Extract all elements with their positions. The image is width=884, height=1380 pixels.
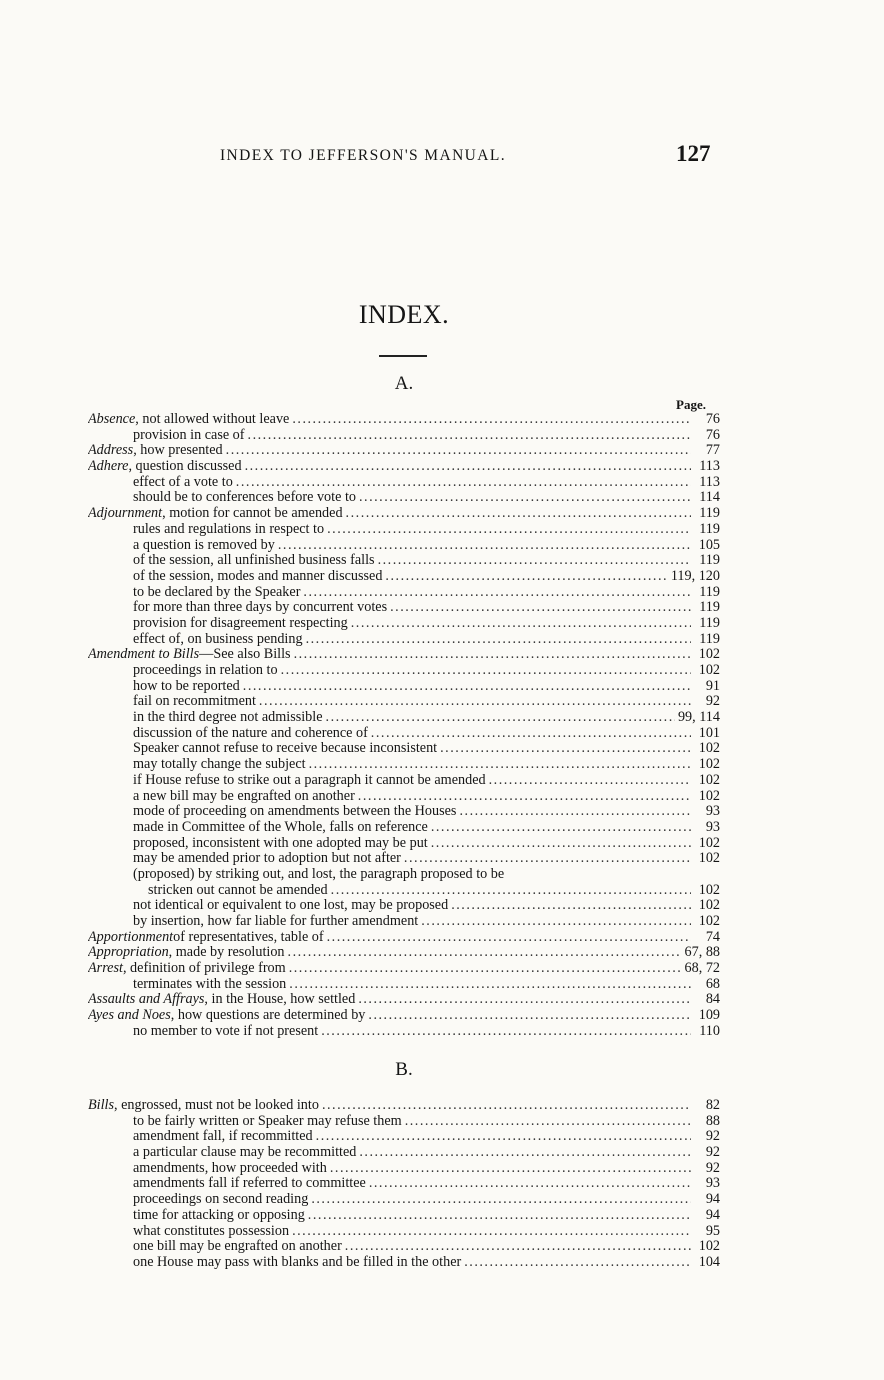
entry-page: 93 xyxy=(705,1176,720,1192)
dot-leader xyxy=(294,647,691,663)
entry-text: mode of proceeding on amendments between the Houses xyxy=(133,804,457,820)
section-letter-b: B. xyxy=(395,1059,413,1080)
index-entry xyxy=(88,522,720,538)
index-entry xyxy=(88,1008,720,1024)
entry-text: in the third degree not admissible xyxy=(133,710,323,726)
index-entry xyxy=(88,820,720,836)
entry-term: Assaults and Affrays xyxy=(88,992,205,1008)
index-entry xyxy=(88,1208,720,1224)
index-entry xyxy=(88,914,720,930)
dot-leader xyxy=(369,1176,691,1192)
index-entry xyxy=(88,851,720,867)
entry-text: if House refuse to strike out a paragraph it cannot be amended xyxy=(133,772,486,788)
entry-text: should be to conferences before vote to xyxy=(133,490,356,506)
entry-text: to be declared by the Speaker xyxy=(133,584,301,600)
dot-leader xyxy=(327,522,691,538)
dot-leader xyxy=(385,569,667,585)
entry-text: proceedings on second reading xyxy=(133,1192,309,1208)
dot-leader xyxy=(321,1024,691,1040)
dot-leader xyxy=(489,773,691,789)
entry-term: Amendment to Bills xyxy=(88,647,200,663)
entry-page: 93 xyxy=(705,819,720,835)
dot-leader xyxy=(421,914,691,930)
entry-page: 102 xyxy=(698,898,720,914)
entry-text: a question is removed by xyxy=(133,537,275,553)
dot-leader xyxy=(303,585,691,601)
dot-leader xyxy=(278,538,691,554)
index-entry xyxy=(88,679,720,695)
entry-text: proposed, inconsistent with one adopted may be put xyxy=(133,835,428,851)
entry-page: 102 xyxy=(698,663,720,678)
entry-term: Absence xyxy=(88,412,136,427)
entry-page: 104 xyxy=(698,1254,720,1270)
dot-leader xyxy=(289,977,691,993)
entry-page: 67, 88 xyxy=(684,945,720,961)
entry-page: 68, 72 xyxy=(684,961,720,977)
entry-text: not identical or equivalent to one lost, may be proposed xyxy=(133,898,449,914)
dot-leader xyxy=(345,1239,691,1255)
entry-text: amendments, how proceeded with xyxy=(133,1160,327,1176)
index-entry xyxy=(88,710,720,726)
index-entry xyxy=(88,490,720,506)
dot-leader xyxy=(292,412,691,428)
index-entry xyxy=(88,1129,720,1145)
index-entry xyxy=(88,538,720,554)
entry-text: , not allowed without leave xyxy=(135,412,290,427)
dot-leader xyxy=(371,726,691,742)
dot-leader xyxy=(359,490,691,506)
entry-text: , how presented xyxy=(133,443,223,459)
entry-page: 92 xyxy=(705,1160,720,1176)
entry-term: Adjournment xyxy=(88,506,163,522)
entry-page: 102 xyxy=(698,772,720,788)
index-entry xyxy=(88,726,720,742)
index-entry xyxy=(88,663,720,679)
entry-text: —See also Bills xyxy=(199,647,291,663)
entry-page: 102 xyxy=(698,914,720,929)
entry-page: 102 xyxy=(698,788,720,804)
dot-leader xyxy=(281,663,691,679)
entry-term: Apportionment xyxy=(88,929,174,945)
entry-text: , how questions are determined by xyxy=(170,1008,366,1024)
entry-text: made in Committee of the Whole, falls on reference xyxy=(133,819,428,835)
dot-leader xyxy=(359,1145,691,1161)
index-entry xyxy=(88,569,720,585)
dot-leader xyxy=(459,804,691,820)
entry-text: provision in case of xyxy=(133,427,245,443)
entry-page: 88 xyxy=(705,1113,720,1129)
entry-text: stricken out cannot be amended xyxy=(148,882,328,898)
entry-text: may totally change the subject xyxy=(133,757,306,773)
index-title: INDEX. xyxy=(358,300,450,329)
dot-leader xyxy=(405,1114,691,1130)
entry-text: amendment fall, if recommitted xyxy=(133,1129,313,1145)
dot-leader xyxy=(245,459,691,475)
dot-leader xyxy=(289,961,682,977)
entry-text: one bill may be engrafted on another xyxy=(133,1239,342,1255)
page-number: 127 xyxy=(676,141,711,166)
entry-text: , engrossed, must not be looked into xyxy=(114,1098,319,1113)
dot-leader xyxy=(464,1255,691,1271)
entry-text: time for attacking or opposing xyxy=(133,1207,305,1223)
index-entry xyxy=(88,475,720,491)
index-entry xyxy=(88,836,720,852)
index-entry xyxy=(88,1145,720,1161)
entry-text: proceedings in relation to xyxy=(133,663,278,678)
entry-text: provision for disagreement respecting xyxy=(133,615,348,631)
section-letter-a: A. xyxy=(394,373,414,394)
index-entry xyxy=(88,694,720,710)
index-entry xyxy=(88,647,720,663)
dot-leader xyxy=(306,632,691,648)
entry-text: amendments fall if referred to committee xyxy=(133,1176,366,1192)
dot-leader xyxy=(451,898,691,914)
entry-page: 92 xyxy=(705,1145,720,1161)
index-entry xyxy=(88,945,720,961)
index-entry xyxy=(88,600,720,616)
entry-text: fail on recommitment xyxy=(133,694,256,710)
entry-page: 119 xyxy=(699,584,720,600)
dot-leader xyxy=(243,679,691,695)
entry-page: 92 xyxy=(705,694,720,710)
index-entry xyxy=(88,789,720,805)
entry-page: 119 xyxy=(699,631,720,647)
index-entry xyxy=(88,616,720,632)
entry-text: may be amended prior to adoption but not after xyxy=(133,851,401,867)
entry-text: , motion for cannot be amended xyxy=(162,506,343,522)
dot-leader xyxy=(331,883,691,899)
entry-page: 102 xyxy=(698,851,720,867)
dot-leader xyxy=(236,475,691,491)
entry-page: 99, 114 xyxy=(677,710,720,726)
dot-leader xyxy=(327,930,691,946)
dot-leader xyxy=(346,506,691,522)
index-entry xyxy=(88,961,720,977)
entry-text: one House may pass with blanks and be filled in the other xyxy=(133,1254,462,1270)
entry-text: rules and regulations in respect to xyxy=(133,521,325,537)
dot-leader xyxy=(322,1098,691,1114)
entry-page: 91 xyxy=(705,678,720,694)
dot-leader xyxy=(326,710,675,726)
dot-leader xyxy=(316,1129,691,1145)
entry-term: Appropriation xyxy=(88,945,169,961)
entry-text: for more than three days by concurrent votes xyxy=(133,600,388,616)
dot-leader xyxy=(288,945,682,961)
index-entry xyxy=(88,1024,720,1040)
entry-text: terminates with the session xyxy=(133,976,287,992)
entry-page: 93 xyxy=(705,804,720,820)
entry-page: 82 xyxy=(705,1098,720,1113)
entry-text: (proposed) by striking out, and lost, the paragraph proposed to be xyxy=(133,866,505,882)
index-entry xyxy=(88,1224,720,1240)
dot-leader xyxy=(248,428,691,444)
dot-leader xyxy=(368,1008,691,1024)
entry-page: 76 xyxy=(705,427,720,443)
entry-page: 102 xyxy=(698,741,720,757)
dot-leader xyxy=(431,836,691,852)
index-entry xyxy=(88,1239,720,1255)
index-entry xyxy=(88,867,720,883)
entry-text: of the session, all unfinished business falls xyxy=(133,553,375,569)
entry-page: 68 xyxy=(705,976,720,992)
entry-page: 77 xyxy=(705,443,720,459)
index-entry xyxy=(88,1098,720,1114)
index-entry xyxy=(88,804,720,820)
entry-page: 119 xyxy=(699,521,720,537)
entry-term: Arrest xyxy=(88,961,123,977)
entry-text: , question discussed xyxy=(128,459,242,475)
entry-text: Speaker cannot refuse to receive because inconsistent xyxy=(133,741,438,757)
entry-page: 94 xyxy=(705,1192,720,1208)
entry-page: 119 xyxy=(699,615,720,631)
index-entry xyxy=(88,1176,720,1192)
entry-page: 113 xyxy=(699,459,720,475)
dot-leader xyxy=(358,789,691,805)
entry-text: no member to vote if not present xyxy=(133,1023,319,1039)
index-entry xyxy=(88,1255,720,1271)
index-entry xyxy=(88,506,720,522)
entry-text: , in the House, how settled xyxy=(204,992,356,1008)
entry-text: to be fairly written or Speaker may refuse them xyxy=(133,1113,402,1129)
index-entry xyxy=(88,930,720,946)
dot-leader xyxy=(378,553,691,569)
entry-page: 92 xyxy=(705,1129,720,1145)
entry-text: how to be reported xyxy=(133,678,240,694)
index-entry xyxy=(88,883,720,899)
entry-text: a particular clause may be recommitted xyxy=(133,1145,357,1161)
index-entry xyxy=(88,585,720,601)
dot-leader xyxy=(226,443,691,459)
entry-page: 102 xyxy=(698,647,720,663)
entry-term: Ayes and Noes xyxy=(88,1008,171,1024)
entry-page: 105 xyxy=(698,537,720,553)
index-entry xyxy=(88,1192,720,1208)
entry-page: 94 xyxy=(705,1207,720,1223)
entry-page: 119, 120 xyxy=(670,568,720,584)
dot-leader xyxy=(431,820,691,836)
dot-leader xyxy=(292,1224,691,1240)
entry-page: 84 xyxy=(705,992,720,1008)
entry-text: discussion of the nature and coherence of xyxy=(133,725,368,741)
index-entry xyxy=(88,459,720,475)
entry-page: 102 xyxy=(698,882,720,898)
dot-leader xyxy=(440,741,691,757)
entry-text: a new bill may be engrafted on another xyxy=(133,788,355,804)
entry-text: effect of a vote to xyxy=(133,474,233,490)
dot-leader xyxy=(309,757,691,773)
index-entry xyxy=(88,412,720,428)
entry-page: 110 xyxy=(699,1023,720,1039)
entry-page: 76 xyxy=(705,412,720,427)
entry-term: Adhere xyxy=(88,459,129,475)
entry-text: , made by resolution xyxy=(168,945,285,961)
dot-leader xyxy=(311,1192,691,1208)
running-title: INDEX TO JEFFERSON'S MANUAL. xyxy=(220,147,507,164)
entry-page: 114 xyxy=(699,490,720,506)
page-column-label: Page. xyxy=(676,397,706,412)
entry-term: Bills xyxy=(88,1098,115,1113)
entry-page: 119 xyxy=(699,506,720,522)
entry-page: 101 xyxy=(698,725,720,741)
entry-text: what constitutes possession xyxy=(133,1223,290,1239)
entry-text: effect of, on business pending xyxy=(133,631,303,647)
dot-leader xyxy=(404,851,691,867)
index-entry xyxy=(88,757,720,773)
index-section-b xyxy=(88,1098,720,1271)
entry-page: 119 xyxy=(699,600,720,616)
entry-page: 102 xyxy=(698,835,720,851)
index-entry xyxy=(88,1114,720,1130)
running-head xyxy=(0,143,884,171)
index-entry xyxy=(88,632,720,648)
entry-page: 113 xyxy=(699,474,720,490)
index-entry xyxy=(88,898,720,914)
dot-leader xyxy=(330,1161,691,1177)
title-rule xyxy=(379,355,427,357)
entry-page: 102 xyxy=(698,757,720,773)
dot-leader xyxy=(358,992,691,1008)
index-entry xyxy=(88,553,720,569)
index-entry xyxy=(88,992,720,1008)
entry-page: 74 xyxy=(705,929,720,945)
dot-leader xyxy=(308,1208,691,1224)
index-entry xyxy=(88,1161,720,1177)
entry-text: , definition of privilege from xyxy=(122,961,286,977)
dot-leader xyxy=(259,694,691,710)
entry-page: 102 xyxy=(698,1239,720,1255)
index-entry xyxy=(88,741,720,757)
entry-page: 95 xyxy=(705,1223,720,1239)
index-entry xyxy=(88,443,720,459)
index-entry xyxy=(88,428,720,444)
index-section-a xyxy=(88,412,720,1040)
entry-text: of the session, modes and manner discussed xyxy=(133,568,383,584)
dot-leader xyxy=(351,616,691,632)
entry-page: 109 xyxy=(698,1008,720,1024)
entry-text: of representatives, table of xyxy=(173,929,324,945)
entry-page: 119 xyxy=(699,553,720,569)
index-entry xyxy=(88,773,720,789)
dot-leader xyxy=(390,600,691,616)
index-entry xyxy=(88,977,720,993)
entry-text: by insertion, how far liable for further amendment xyxy=(133,914,419,929)
entry-term: Address xyxy=(88,443,134,459)
